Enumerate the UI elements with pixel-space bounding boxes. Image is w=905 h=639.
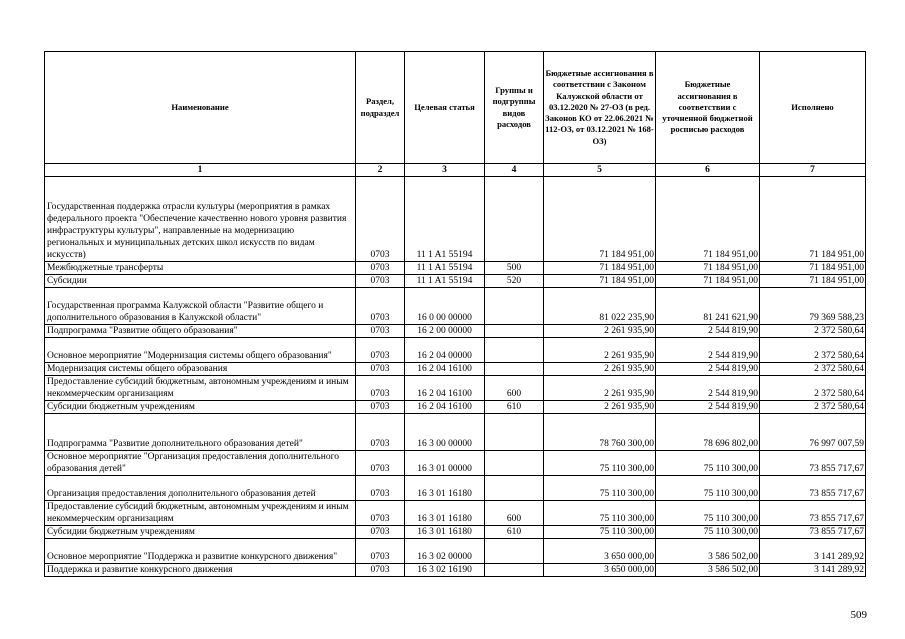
- header-row: [45, 52, 866, 164]
- row-group: 610: [485, 526, 544, 539]
- row-group: [485, 564, 544, 577]
- table-row: [45, 414, 866, 451]
- row-article: 11 1 A1 55194: [405, 275, 485, 288]
- row-name: Основное мероприятие "Поддержка и развитие конкурсного движения": [45, 539, 356, 564]
- header-section: Раздел, подраздел: [356, 52, 405, 164]
- row-section: 0703: [356, 262, 405, 275]
- row-executed: 3 141 289,92: [760, 564, 866, 577]
- table-row: [45, 262, 866, 275]
- row-refined: 71 184 951,00: [656, 262, 760, 275]
- budget-table-sheet: [44, 51, 866, 577]
- row-law: 71 184 951,00: [544, 275, 656, 288]
- row-refined: 2 544 819,90: [656, 376, 760, 401]
- row-group: [485, 325, 544, 338]
- table-row: [45, 501, 866, 526]
- row-name: Государственная поддержка отрасли культуры (мероприятия в рамках федерального проекта "Обеспечение качественно нового уровня развития инфраструктуры культуры", направленные на модернизацию региональных и муниципальных детских школ искусств по видам искусств): [45, 177, 356, 262]
- row-section: 0703: [356, 564, 405, 577]
- row-refined: 3 586 502,00: [656, 564, 760, 577]
- row-article: 16 2 04 16100: [405, 376, 485, 401]
- row-section: 0703: [356, 451, 405, 476]
- row-name: Субсидии бюджетным учреждениям: [45, 526, 356, 539]
- row-refined: 75 110 300,00: [656, 451, 760, 476]
- row-name: Субсидии бюджетным учреждениям: [45, 401, 356, 414]
- row-article: 16 3 01 16180: [405, 476, 485, 501]
- row-section: 0703: [356, 501, 405, 526]
- row-section: 0703: [356, 414, 405, 451]
- row-refined: 78 696 802,00: [656, 414, 760, 451]
- col-number: 2: [356, 164, 405, 177]
- row-law: 3 650 000,00: [544, 564, 656, 577]
- row-executed: 2 372 580,64: [760, 363, 866, 376]
- row-refined: 2 544 819,90: [656, 363, 760, 376]
- row-refined: 71 184 951,00: [656, 275, 760, 288]
- table-row: [45, 338, 866, 363]
- row-group: 600: [485, 501, 544, 526]
- row-section: 0703: [356, 539, 405, 564]
- header-groups: Группы и подгруппы видов расходов: [485, 52, 544, 164]
- row-group: [485, 177, 544, 262]
- row-group: [485, 539, 544, 564]
- row-refined: 71 184 951,00: [656, 177, 760, 262]
- row-refined: 75 110 300,00: [656, 476, 760, 501]
- table-row: [45, 376, 866, 401]
- row-law: 2 261 935,90: [544, 325, 656, 338]
- row-refined: 75 110 300,00: [656, 526, 760, 539]
- row-executed: 71 184 951,00: [760, 275, 866, 288]
- header-name: Наименование: [45, 52, 356, 164]
- row-article: 16 2 04 16100: [405, 401, 485, 414]
- table-row: [45, 177, 866, 262]
- row-executed: 2 372 580,64: [760, 325, 866, 338]
- row-name: Государственная программа Калужской области "Развитие общего и дополнительного образования в Калужской области": [45, 288, 356, 325]
- row-executed: 76 997 007,59: [760, 414, 866, 451]
- row-name: Подпрограмма "Развитие дополнительного образования детей": [45, 414, 356, 451]
- row-law: 81 022 235,90: [544, 288, 656, 325]
- table-row: [45, 451, 866, 476]
- row-executed: 73 855 717,67: [760, 451, 866, 476]
- row-article: 16 3 02 00000: [405, 539, 485, 564]
- row-law: 71 184 951,00: [544, 177, 656, 262]
- header-article: Целевая статья: [405, 52, 485, 164]
- row-law: 75 110 300,00: [544, 501, 656, 526]
- row-article: 11 1 A1 55194: [405, 177, 485, 262]
- row-group: [485, 476, 544, 501]
- table-row: [45, 325, 866, 338]
- row-group: [485, 363, 544, 376]
- row-name: Субсидии: [45, 275, 356, 288]
- col-number: 1: [45, 164, 356, 177]
- row-law: 2 261 935,90: [544, 401, 656, 414]
- row-article: 16 3 00 00000: [405, 414, 485, 451]
- row-name: Основное мероприятие "Организация предоставления дополнительного образования детей": [45, 451, 356, 476]
- col-number: 5: [544, 164, 656, 177]
- row-group: [485, 451, 544, 476]
- row-executed: 71 184 951,00: [760, 177, 866, 262]
- row-group: [485, 414, 544, 451]
- row-article: 16 2 04 16100: [405, 363, 485, 376]
- row-name: Поддержка и развитие конкурсного движения: [45, 564, 356, 577]
- row-group: [485, 288, 544, 325]
- table-row: [45, 363, 866, 376]
- budget-table: [44, 51, 866, 577]
- row-refined: 2 544 819,90: [656, 325, 760, 338]
- row-article: 16 3 01 00000: [405, 451, 485, 476]
- row-executed: 71 184 951,00: [760, 262, 866, 275]
- row-section: 0703: [356, 325, 405, 338]
- row-name: Подпрограмма "Развитие общего образования": [45, 325, 356, 338]
- row-article: 16 2 00 00000: [405, 325, 485, 338]
- column-number-row: [45, 164, 866, 177]
- row-law: 78 760 300,00: [544, 414, 656, 451]
- row-article: 16 2 04 00000: [405, 338, 485, 363]
- col-number: 6: [656, 164, 760, 177]
- row-name: Предоставление субсидий бюджетным, автономным учреждениям и иным некоммерческим организациям: [45, 376, 356, 401]
- col-number: 7: [760, 164, 866, 177]
- row-section: 0703: [356, 338, 405, 363]
- row-executed: 73 855 717,67: [760, 476, 866, 501]
- row-executed: 79 369 588,23: [760, 288, 866, 325]
- table-row: [45, 526, 866, 539]
- row-executed: 2 372 580,64: [760, 376, 866, 401]
- row-refined: 3 586 502,00: [656, 539, 760, 564]
- row-section: 0703: [356, 376, 405, 401]
- row-section: 0703: [356, 363, 405, 376]
- row-section: 0703: [356, 288, 405, 325]
- header-budget-law: Бюджетные ассигнования в соответствии с Законом Калужской области от 03.12.2020 № 27-ОЗ (в ред. Законов КО от 22.06.2021 № 112-ОЗ, от 03.12.2021 № 168-ОЗ): [544, 52, 656, 164]
- col-number: 3: [405, 164, 485, 177]
- row-law: 3 650 000,00: [544, 539, 656, 564]
- row-group: 600: [485, 376, 544, 401]
- row-section: 0703: [356, 275, 405, 288]
- row-executed: 3 141 289,92: [760, 539, 866, 564]
- row-article: 16 3 01 16180: [405, 526, 485, 539]
- row-name: Предоставление субсидий бюджетным, автономным учреждениям и иным некоммерческим организациям: [45, 501, 356, 526]
- table-row: [45, 401, 866, 414]
- row-section: 0703: [356, 177, 405, 262]
- row-law: 75 110 300,00: [544, 476, 656, 501]
- row-law: 71 184 951,00: [544, 262, 656, 275]
- row-law: 2 261 935,90: [544, 376, 656, 401]
- row-name: Основное мероприятие "Модернизация системы общего образования": [45, 338, 356, 363]
- row-executed: 2 372 580,64: [760, 338, 866, 363]
- row-name: Организация предоставления дополнительного образования детей: [45, 476, 356, 501]
- row-law: 75 110 300,00: [544, 451, 656, 476]
- header-executed: Исполнено: [760, 52, 866, 164]
- row-refined: 2 544 819,90: [656, 338, 760, 363]
- table-row: [45, 476, 866, 501]
- row-executed: 73 855 717,67: [760, 526, 866, 539]
- table-row: [45, 539, 866, 564]
- col-number: 4: [485, 164, 544, 177]
- row-section: 0703: [356, 526, 405, 539]
- row-law: 2 261 935,90: [544, 363, 656, 376]
- row-law: 75 110 300,00: [544, 526, 656, 539]
- table-row: [45, 288, 866, 325]
- row-executed: 73 855 717,67: [760, 501, 866, 526]
- row-article: 11 1 A1 55194: [405, 262, 485, 275]
- row-group: 500: [485, 262, 544, 275]
- row-group: [485, 338, 544, 363]
- row-article: 16 0 00 00000: [405, 288, 485, 325]
- header-budget-refined: Бюджетные ассигнования в соответствии с уточненной бюджетной росписью расходов: [656, 52, 760, 164]
- row-name: Межбюджетные трансферты: [45, 262, 356, 275]
- row-refined: 81 241 621,90: [656, 288, 760, 325]
- table-row: [45, 275, 866, 288]
- row-name: Модернизация системы общего образования: [45, 363, 356, 376]
- row-article: 16 3 02 16190: [405, 564, 485, 577]
- row-executed: 2 372 580,64: [760, 401, 866, 414]
- row-group: 610: [485, 401, 544, 414]
- row-group: 520: [485, 275, 544, 288]
- row-article: 16 3 01 16180: [405, 501, 485, 526]
- row-law: 2 261 935,90: [544, 338, 656, 363]
- row-section: 0703: [356, 401, 405, 414]
- table-row: [45, 564, 866, 577]
- row-refined: 75 110 300,00: [656, 501, 760, 526]
- page-number: 509: [850, 609, 867, 621]
- row-refined: 2 544 819,90: [656, 401, 760, 414]
- row-section: 0703: [356, 476, 405, 501]
